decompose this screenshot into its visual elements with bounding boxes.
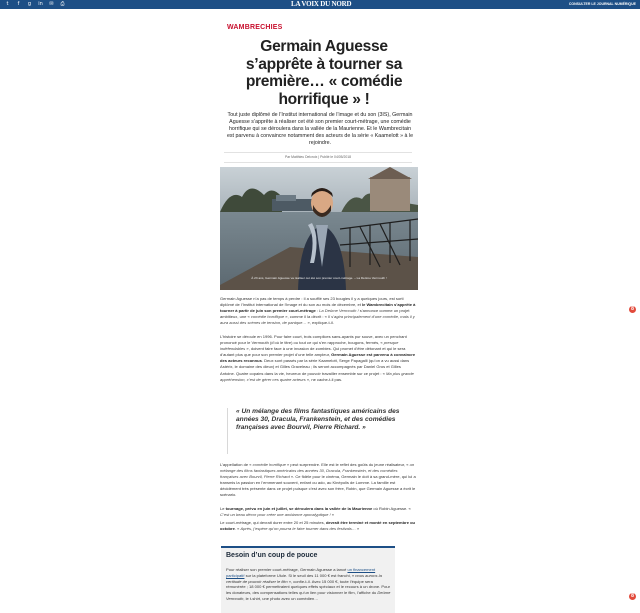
body-paragraph-1: Germain Aguesse n’a pas de temps à perdre : il a soufflé ses 23 bougies il y a quelques jours, est sorti diplômé de l’Institut international de l’image et du son au mois de décembre, et le Wambrecitain s’apprête à tourner à partir de juin son premier court-métrage : La Deûme Vermouth ! s’annonce comme un projet ambitieux, une « comédie horrifique », comme il la décrit : « Il s’agira principalement d’une comédie, mais il y aura aussi des scènes de tension, de panique… », explique-t-il. xyxy=(220,296,416,326)
facebook-icon[interactable]: f xyxy=(17,1,20,7)
pull-quote-text: « Un mélange des films fantastiques américains des années 30, Dracula, Frankenstein, et des comédies françaises avec Bourvil, Pierre Richard. » xyxy=(236,408,400,432)
crowdfunding-box xyxy=(221,546,395,613)
body-paragraph-5: Le court-métrage, qui devrait durer entre 20 et 25 minutes, devrait être terminé et monté en septembre ou octobre. « Après, j’espère qu’on pourra le faire tourner dans des festivals… » xyxy=(220,520,416,532)
crowdfunding-box-text: Pour réaliser son premier court-métrage, Germain Aguesse a lancé un financement participatif sur la plateforme Ulule. Si le seuil des 11 000 € est franchi, « nous aurons la certitude de pouvoir réaliser le film », confie-t-il. Avec 15 000 €, toute l’équipe sera rémunérée ; 18 000 € permettraient quelques effets spéciaux et le recours à un drone. Pour les donateurs, des compensations telles qu’un lien pour visionner le film, l’affiche du Deûme Vermouth, le t-shirt, une photo avec un comédien… xyxy=(226,567,391,601)
twitter-icon[interactable]: t xyxy=(6,1,9,7)
body-paragraph-2: L’histoire se déroule en 1996. Pour faire court, trois complices sans-ayants pur souve, avec un penchant prononcé pour le Vermouth (d’où le titre) ou tout ce qui s’en rapproche, bougons, fermés, « presque indéfendables », doivent faire face à une invasion de zombies. Qui promet d’être détonant et qui le sera d’autant plus que pour son premier projet d’une telle ampleur, Germain Aguesse est parvenu à convaincre des acteurs reconnus. Deux sont passés par la série Kaamelott, Serge Papagalli (qu’on a vu aussi dans Astérix, le domaine des dieux) et Gilles Graveleau ; ils seront accompagnés par Daniel Gros et Gilles Antoine. Quatre copains dans la vie, heureux de pouvoir travailler ensemble sur ce projet : « Ma plus grande appréhension, c’est de gérer ces quatre acteurs », ne cache-t-il pas. xyxy=(220,334,416,382)
floating-action-button-bottom[interactable]: 8 xyxy=(629,593,636,600)
article-lead: Tout juste diplômé de l’Institut international de l’image et du son (3IS), Germain Aguesse s’apprête à réaliser cet été son premier court-métrage, une comédie horrifique qui se déroulera dans la vallée de la Maurienne. Et le Wambrecitain est parvenu à convaincre notamment des acteurs de la série « Kaamelott » à le rejoindre. xyxy=(226,112,414,147)
linkedin-icon[interactable]: in xyxy=(38,1,43,7)
body-paragraph-3: L’appellation de « comédie horrifique » peut surprendre. Elle est le reflet des goûts du jeune réalisateur, « un mélange des films fantastiques américains des années 30, Dracula, Frankenstein, et des comédies françaises avec Bourvil, Pierre Richard ». Ce fidèle pour le cinéma, Germain le doit à sa grand-mère, qui lui a transmis la passion en l’emmenant souvent, enfant ou ado, au Kinépolis de Lomme. La famille est décidément très présente dans ce projet puisque c’est avec son frère, Robin, que Germain Aguesse a écrit le scénario. xyxy=(220,462,416,498)
print-icon[interactable]: ⎙ xyxy=(60,1,65,7)
article-headline: Germain Aguesse s’apprête à tourner sa première… « comédie horrifique » ! xyxy=(245,38,403,108)
social-share-bar xyxy=(2,0,68,9)
byline-divider-bottom xyxy=(224,162,412,163)
site-logo[interactable]: LA VOIX DU NORD xyxy=(291,0,352,8)
byline-divider-top xyxy=(224,152,412,153)
googleplus-icon[interactable]: g xyxy=(27,1,32,7)
article-byline: Par Matthieu Delcroix | Publié le 04/05/2018 xyxy=(284,155,352,159)
crowdfunding-box-title: Besoin d’un coup de pouce xyxy=(226,552,318,559)
article-photo[interactable] xyxy=(220,167,418,290)
crowdfunding-link[interactable]: un financement participatif xyxy=(226,567,376,578)
digital-edition-link[interactable]: CONSULTER LE JOURNAL NUMÉRIQUE xyxy=(568,2,636,6)
body-paragraph-4: Le tournage, prévu en juin et juillet, se déroulera dans la vallée de la Maurienne où Robin Aguesse. « C’est un beau décor pour créer une ambiance apocalyptique ! » xyxy=(220,506,411,518)
rubric-label[interactable]: WAMBRECHIES xyxy=(227,24,283,31)
email-icon[interactable]: ✉ xyxy=(49,1,54,7)
top-bar xyxy=(0,0,640,9)
photo-illustration xyxy=(220,167,418,290)
photo-caption: À 23 ans, Germain Aguesse va réaliser cet été son premier court-métrage. – La Deûme Vermouth ! xyxy=(251,276,387,280)
floating-action-button[interactable]: 8 xyxy=(629,306,636,313)
pull-quote xyxy=(227,408,413,454)
